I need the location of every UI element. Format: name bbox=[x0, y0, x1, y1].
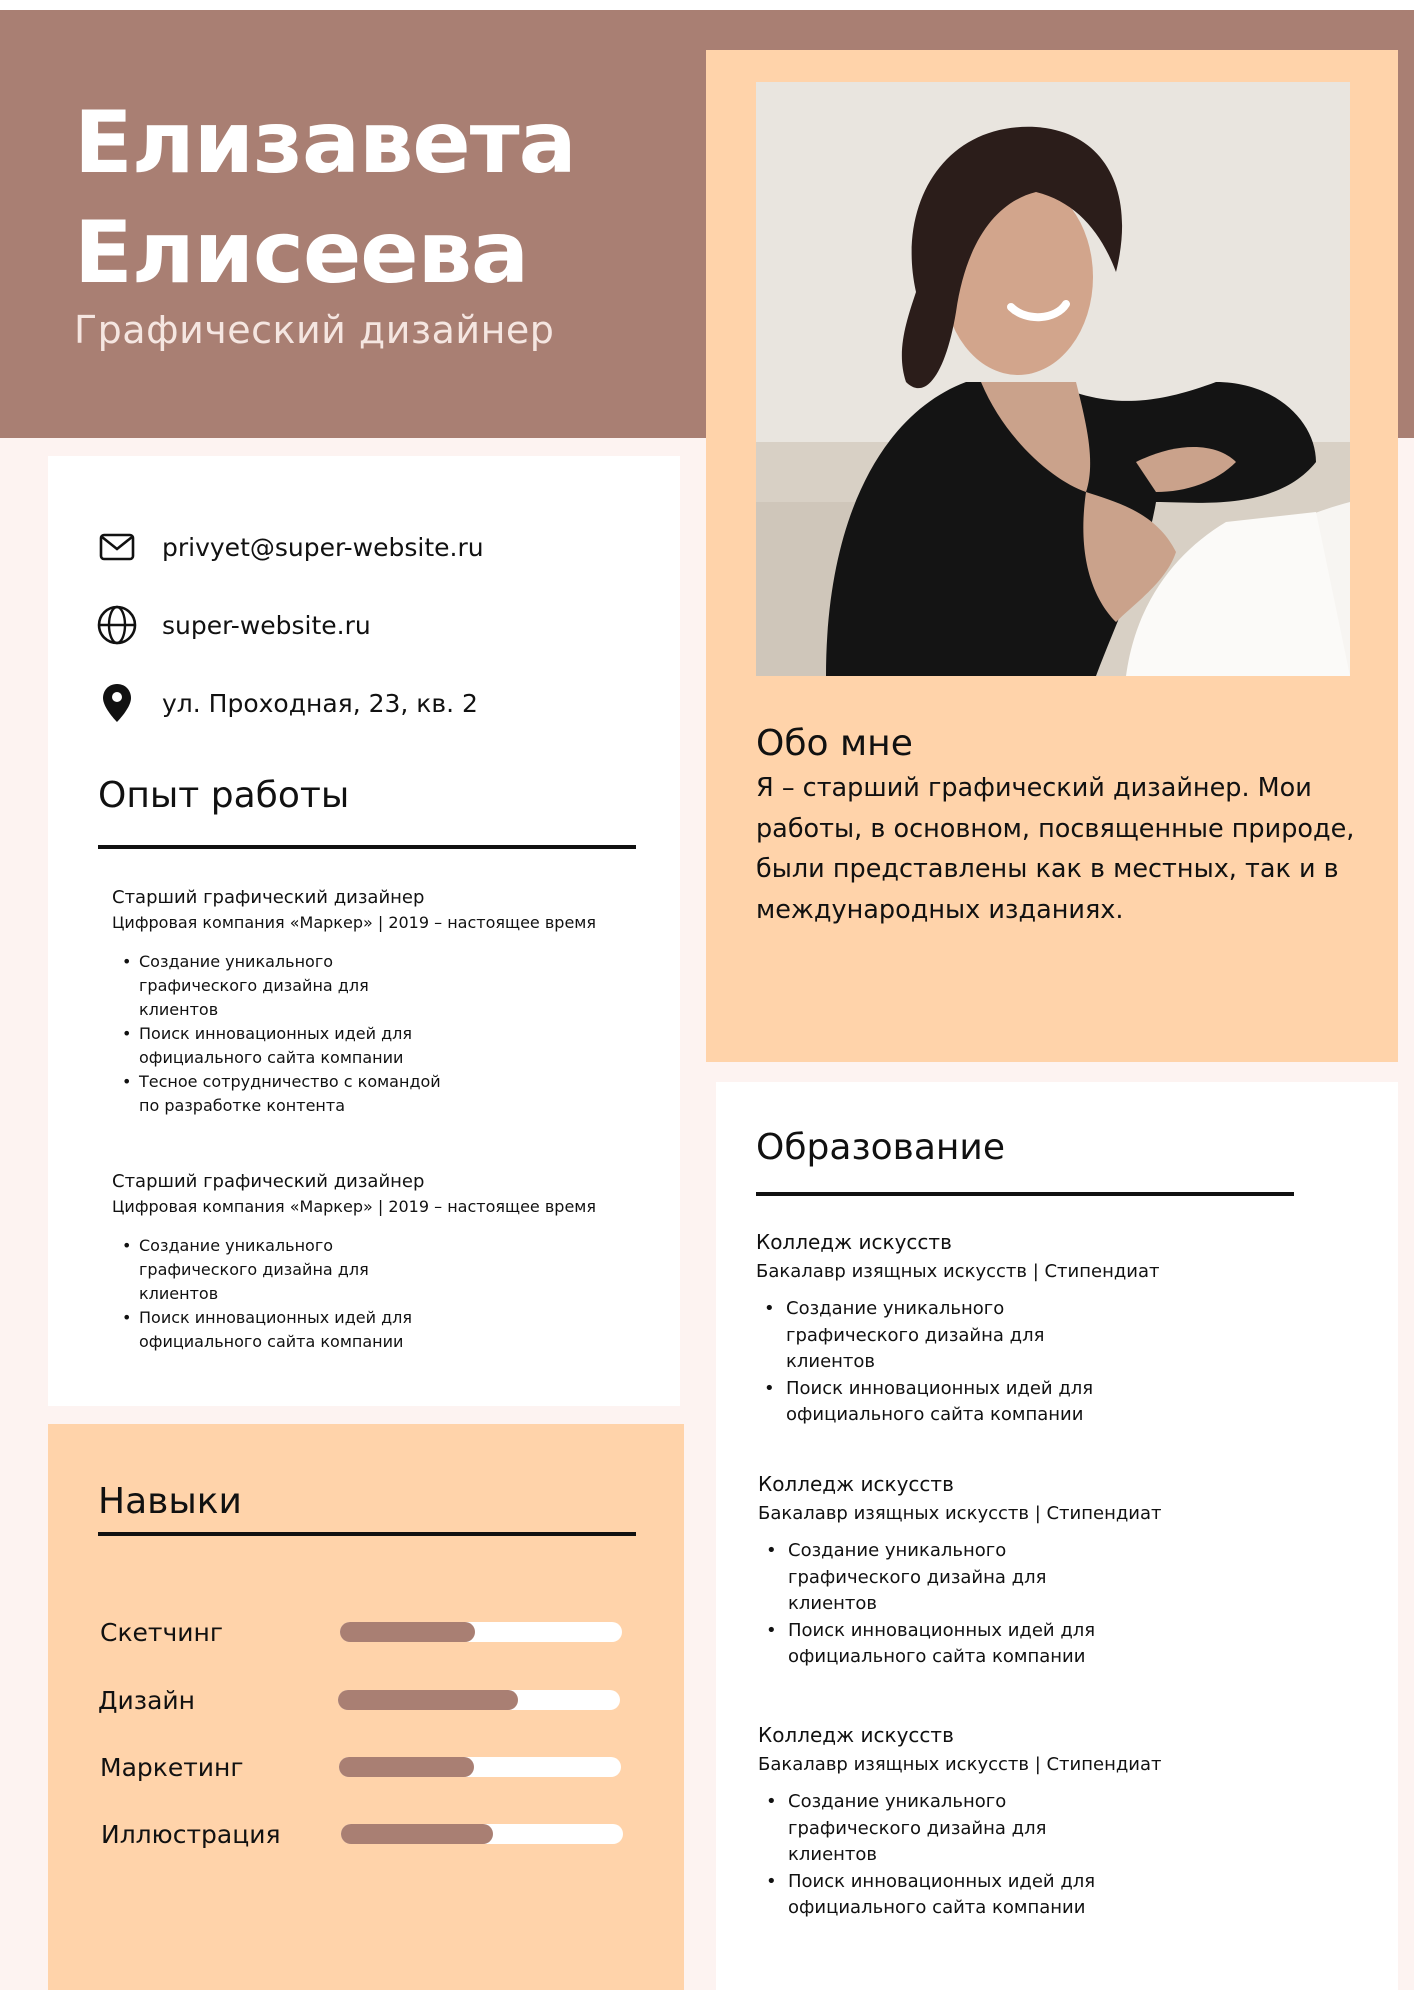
education-degree: Бакалавр изящных искусств | Стипендиат bbox=[758, 1503, 1162, 1524]
education-entry bbox=[758, 1471, 1178, 1671]
education-bullets bbox=[766, 1538, 1178, 1671]
globe-icon bbox=[96, 604, 138, 646]
skill-bar-track bbox=[341, 1824, 623, 1844]
profile-photo-illustration bbox=[756, 82, 1350, 676]
skill-bar-fill bbox=[338, 1690, 518, 1710]
education-bullets bbox=[764, 1296, 1176, 1429]
list-item: • Поиск инновационных идей для официального сайта компании bbox=[764, 1376, 1104, 1429]
job-subtitle: Цифровая компания «Маркер» | 2019 – настоящее время bbox=[112, 1197, 596, 1216]
list-item: • Поиск инновационных идей для официального сайта компании bbox=[766, 1618, 1106, 1671]
list-item: • Тесное сотрудничество с командой по разработке контента bbox=[122, 1070, 452, 1118]
skill-label: Маркетинг bbox=[100, 1753, 244, 1782]
education-school: Колледж искусств bbox=[758, 1723, 954, 1747]
contact-email-text: privyet@super-website.ru bbox=[162, 532, 484, 562]
list-item: • Создание уникального графического дизайна для клиентов bbox=[766, 1538, 1106, 1618]
job-bullets bbox=[122, 950, 632, 1118]
skill-label: Иллюстрация bbox=[101, 1820, 281, 1849]
job-title: Старший графический дизайнер bbox=[112, 887, 425, 908]
resume-page bbox=[0, 10, 1414, 1990]
location-pin-icon bbox=[96, 682, 138, 724]
last-name: Елисеева bbox=[74, 203, 529, 303]
experience-title: Опыт работы bbox=[98, 775, 350, 816]
job-bullets bbox=[122, 1234, 632, 1354]
job-entry bbox=[112, 886, 632, 1118]
full-name bbox=[74, 88, 674, 308]
skill-bar-fill bbox=[339, 1757, 474, 1777]
education-entry bbox=[758, 1722, 1178, 1922]
education-card bbox=[716, 1082, 1398, 1990]
education-degree: Бакалавр изящных искусств | Стипендиат bbox=[756, 1261, 1160, 1282]
about-panel bbox=[706, 50, 1398, 1062]
skill-label: Дизайн bbox=[98, 1686, 195, 1715]
about-text: Я – старший графический дизайнер. Мои работы, в основном, посвященные природе, были представлены как в местных, так и в международных изданиях. bbox=[756, 773, 1355, 925]
education-school: Колледж искусств bbox=[758, 1472, 954, 1496]
list-item: • Создание уникального графического дизайна для клиентов bbox=[122, 950, 452, 1022]
mail-icon bbox=[96, 526, 138, 568]
list-item: • Создание уникального графического дизайна для клиентов bbox=[122, 1234, 452, 1306]
skill-bar-track bbox=[338, 1690, 620, 1710]
skill-bar-track bbox=[339, 1757, 621, 1777]
list-item: • Поиск инновационных идей для официального сайта компании bbox=[122, 1306, 452, 1354]
skills-divider bbox=[98, 1532, 636, 1536]
education-divider bbox=[756, 1192, 1294, 1196]
education-title: Образование bbox=[756, 1127, 1005, 1168]
education-school: Колледж искусств bbox=[756, 1230, 952, 1254]
list-item: • Поиск инновационных идей для официального сайта компании bbox=[766, 1869, 1106, 1922]
skill-bar-fill bbox=[341, 1824, 493, 1844]
education-entry bbox=[756, 1229, 1176, 1429]
contact-email[interactable] bbox=[96, 526, 484, 568]
skill-label: Скетчинг bbox=[100, 1618, 223, 1647]
list-item: • Создание уникального графического дизайна для клиентов bbox=[764, 1296, 1104, 1376]
skills-card bbox=[48, 1424, 684, 1990]
skill-bar-fill bbox=[340, 1622, 475, 1642]
profile-photo bbox=[756, 82, 1350, 676]
education-bullets bbox=[766, 1789, 1178, 1922]
about-title: Обо мне bbox=[756, 723, 913, 764]
contact-website[interactable] bbox=[96, 604, 371, 646]
skill-bar-track bbox=[340, 1622, 622, 1642]
job-entry bbox=[112, 1170, 632, 1354]
education-degree: Бакалавр изящных искусств | Стипендиат bbox=[758, 1754, 1162, 1775]
skills-title: Навыки bbox=[98, 1481, 242, 1522]
contacts-experience-card bbox=[48, 456, 680, 1406]
list-item: • Создание уникального графического дизайна для клиентов bbox=[766, 1789, 1106, 1869]
first-name: Елизавета bbox=[74, 93, 576, 193]
job-role: Графический дизайнер bbox=[74, 308, 555, 352]
contact-website-text: super-website.ru bbox=[162, 610, 371, 640]
experience-divider bbox=[98, 845, 636, 849]
contact-address-text: ул. Проходная, 23, кв. 2 bbox=[162, 688, 478, 718]
job-title: Старший графический дизайнер bbox=[112, 1171, 425, 1192]
contact-address bbox=[96, 682, 478, 724]
job-subtitle: Цифровая компания «Маркер» | 2019 – настоящее время bbox=[112, 913, 596, 932]
list-item: • Поиск инновационных идей для официального сайта компании bbox=[122, 1022, 452, 1070]
